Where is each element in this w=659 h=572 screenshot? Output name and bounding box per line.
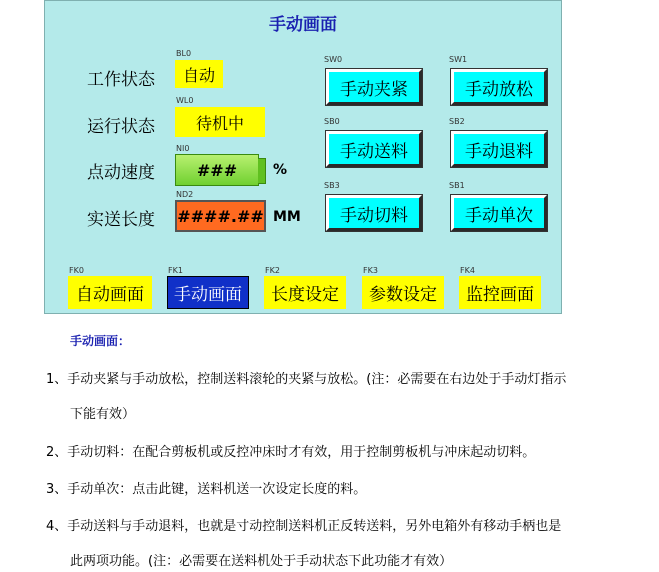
note-line: 3、手动单次：点击此键，送料机送一次设定长度的料。 — [46, 482, 367, 497]
work-state-label: 工作状态 — [87, 70, 155, 90]
tag-sb3: SB3 — [324, 181, 340, 190]
feed-length-unit: MM — [273, 209, 301, 225]
note-line: 4、手动送料与手动退料，也就是寸动控制送料机正反转送料，另外电箱外有移动手柄也是 — [46, 519, 562, 534]
note-line: 下能有效） — [70, 407, 136, 422]
tag-fk0: FK0 — [69, 266, 84, 275]
nav-param-setting[interactable]: 参数设定 — [362, 276, 444, 309]
note-line: 此两项功能。(注：必需要在送料机处于手动状态下此功能才有效） — [70, 554, 453, 569]
tag-sw1: SW1 — [449, 55, 468, 64]
hmi-panel — [44, 0, 562, 314]
tag-ni0: NI0 — [176, 144, 190, 153]
tag-wl0: WL0 — [176, 96, 194, 105]
manual-retract-button[interactable]: 手动退料 — [451, 131, 547, 167]
notes-heading: 手动画面： — [70, 334, 131, 348]
tag-fk3: FK3 — [363, 266, 378, 275]
jog-speed-value: ### — [196, 160, 238, 180]
tag-fk4: FK4 — [460, 266, 475, 275]
manual-feed-button[interactable]: 手动送料 — [326, 131, 422, 167]
tag-sb0: SB0 — [324, 117, 340, 126]
tag-sb1: SB1 — [449, 181, 465, 190]
nav-monitor-screen[interactable]: 监控画面 — [459, 276, 541, 309]
tag-nd2: ND2 — [176, 190, 194, 199]
run-state-value: 待机中 — [175, 107, 265, 137]
note-line: 2、手动切料：在配合剪板机或反控冲床时才有效，用于控制剪板机与冲床起动切料。 — [46, 445, 536, 460]
tag-sb2: SB2 — [449, 117, 465, 126]
note-line: 1、手动夹紧与手动放松，控制送料滚轮的夹紧与放松。(注：必需要在右边处于手动灯指示 — [46, 372, 567, 387]
run-state-label: 运行状态 — [87, 117, 155, 137]
work-state-value: 自动 — [175, 60, 223, 88]
tag-sw0: SW0 — [324, 55, 343, 64]
tag-fk1: FK1 — [168, 266, 183, 275]
feed-length-input[interactable]: ####.## — [175, 200, 266, 232]
manual-single-button[interactable]: 手动单次 — [451, 195, 547, 231]
nav-length-setting[interactable]: 长度设定 — [264, 276, 346, 309]
tag-fk2: FK2 — [265, 266, 280, 275]
input-bevel — [258, 158, 266, 184]
tag-bl0: BL0 — [176, 49, 192, 58]
feed-length-label: 实送长度 — [87, 210, 155, 230]
jog-speed-input[interactable] — [175, 154, 259, 186]
screen-title: 手动画面 — [269, 15, 337, 35]
manual-cut-button[interactable]: 手动切料 — [326, 195, 422, 231]
jog-speed-unit: % — [273, 162, 288, 178]
nav-auto-screen[interactable]: 自动画面 — [68, 276, 152, 309]
nav-manual-screen[interactable]: 手动画面 — [167, 276, 249, 309]
manual-clamp-button[interactable]: 手动夹紧 — [326, 69, 422, 105]
jog-speed-label: 点动速度 — [87, 163, 155, 183]
manual-release-button[interactable]: 手动放松 — [451, 69, 547, 105]
